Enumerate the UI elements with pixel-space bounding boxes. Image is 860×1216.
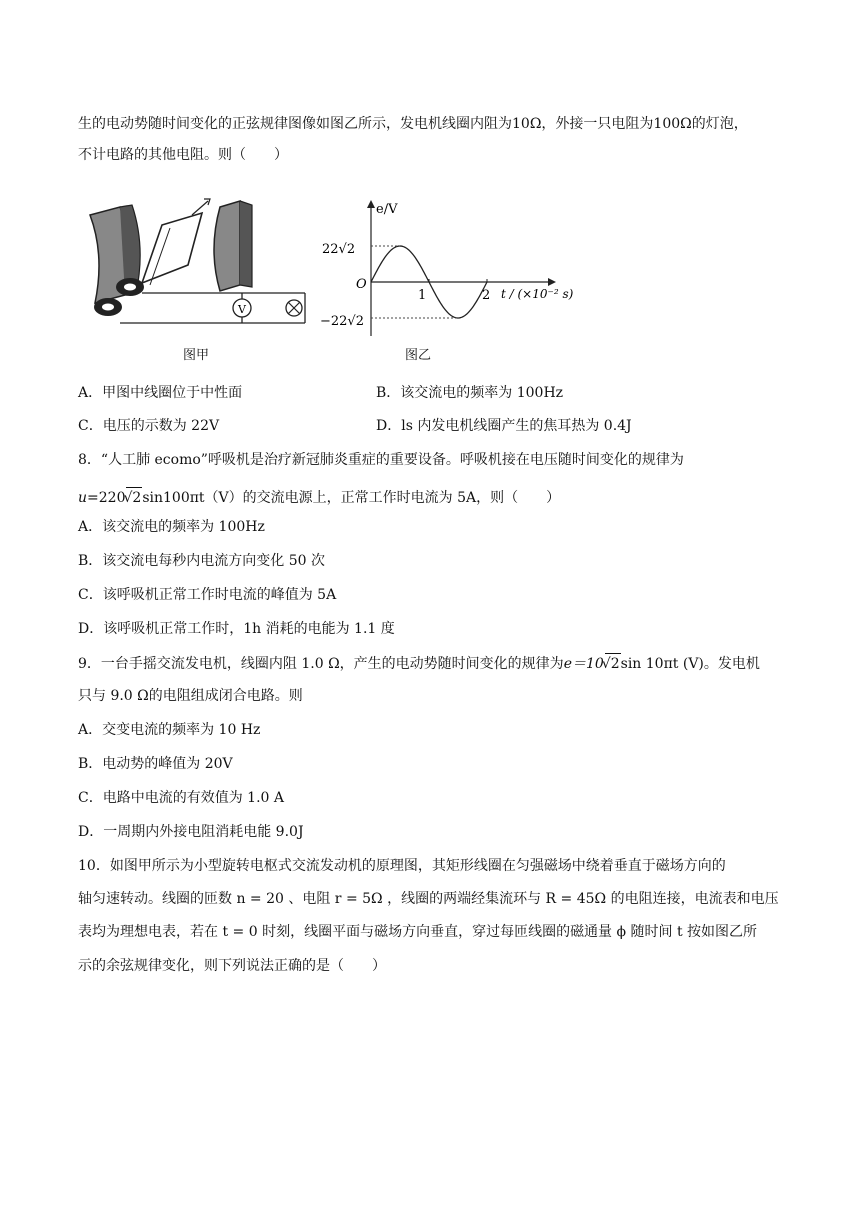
q7-option-b[interactable]: B．该交流电的频率为 100Hz	[376, 385, 564, 401]
q8-u-symbol: u	[78, 490, 88, 506]
q8-option-a[interactable]: A．该交流电的频率为 100Hz	[78, 519, 265, 535]
x-axis-label: t / (×10⁻² s)	[501, 287, 574, 301]
figure-jia-caption: 图甲	[183, 348, 210, 363]
x-tick-2: 2	[482, 288, 491, 303]
q9-stem-text: 9．一台手摇交流发电机，线圈内阻 1.0 Ω，产生的电动势随时间变化的规律为	[78, 656, 564, 672]
generator-diagram	[80, 195, 320, 345]
voltmeter-label: V	[238, 303, 246, 316]
q7-stem-line2: 不计电路的其他电阻。则（ ）	[78, 147, 288, 163]
q9-option-a[interactable]: A．交变电流的频率为 10 Hz	[78, 722, 261, 738]
q7-option-d[interactable]: D．ls 内发电机线圈产生的焦耳热为 0.4J	[376, 418, 632, 434]
q7-stem-line1: 生的电动势随时间变化的正弦规律图像如图乙所示，发电机线圈内阻为10Ω，外接一只电阻为100Ω的灯泡，	[78, 116, 748, 132]
q9-stem-line1	[78, 653, 760, 674]
q8-equation-rest: sin100πt（V）的交流电源上，正常工作时电流为 5A，则（ ）	[142, 490, 561, 506]
q9-equation-rest: sin 10πt (V)。发电机	[620, 656, 760, 672]
q8-option-c[interactable]: C．该呼吸机正常工作时电流的峰值为 5A	[78, 587, 337, 603]
q8-stem-line2	[78, 487, 560, 508]
x-tick-1: 1	[418, 288, 427, 303]
q8-equation-coef: =220	[87, 490, 126, 506]
q10-stem-line4: 示的余弦规律变化，则下列说法正确的是（ ）	[78, 958, 386, 974]
q8-stem-line1: 8．“人工肺 ecomo”呼吸机是治疗新冠肺炎重症的重要设备。呼吸机接在电压随时间变化的规律为	[78, 452, 684, 468]
q9-option-d[interactable]: D．一周期内外接电阻消耗电能 9.0J	[78, 824, 304, 840]
q9-equation-coef: e＝10	[563, 656, 604, 672]
y-max-label: 22√2	[322, 242, 356, 257]
q9-option-b[interactable]: B．电动势的峰值为 20V	[78, 756, 233, 772]
sqrt-icon: √2	[126, 487, 142, 508]
q9-option-c[interactable]: C．电路中电流的有效值为 1.0 A	[78, 790, 284, 806]
figure-yi-caption: 图乙	[405, 348, 432, 363]
q9-stem-line2: 只与 9.0 Ω的电阻组成闭合电路。则	[78, 688, 303, 704]
q7-option-a[interactable]: A．甲图中线圈位于中性面	[78, 385, 243, 401]
q10-stem-line3: 表均为理想电表，若在 t = 0 时刻，线圈平面与磁场方向垂直，穿过每匝线圈的磁通量 ϕ 随时间 t 按如图乙所	[78, 924, 758, 940]
y-axis-label: e/V	[376, 202, 398, 217]
origin-label: O	[356, 277, 367, 292]
q10-stem-line1: 10．如图甲所示为小型旋转电枢式交流发动机的原理图，其矩形线圈在匀强磁场中绕着垂直于磁场方向的	[78, 858, 726, 874]
y-min-label: −22√2	[320, 314, 364, 329]
q8-option-d[interactable]: D．该呼吸机正常工作时，1h 消耗的电能为 1.1 度	[78, 621, 395, 637]
q8-option-b[interactable]: B．该交流电每秒内电流方向变化 50 次	[78, 553, 326, 569]
q10-stem-line2: 轴匀速转动。线圈的匝数 n = 20 、电阻 r = 5Ω ，线圈的两端经集流环与 R = 45Ω 的电阻连接，电流表和电压	[78, 891, 779, 907]
emf-sine-graph	[318, 196, 588, 341]
q7-option-c[interactable]: C．电压的示数为 22V	[78, 418, 220, 434]
sqrt-icon: √2	[605, 653, 621, 674]
